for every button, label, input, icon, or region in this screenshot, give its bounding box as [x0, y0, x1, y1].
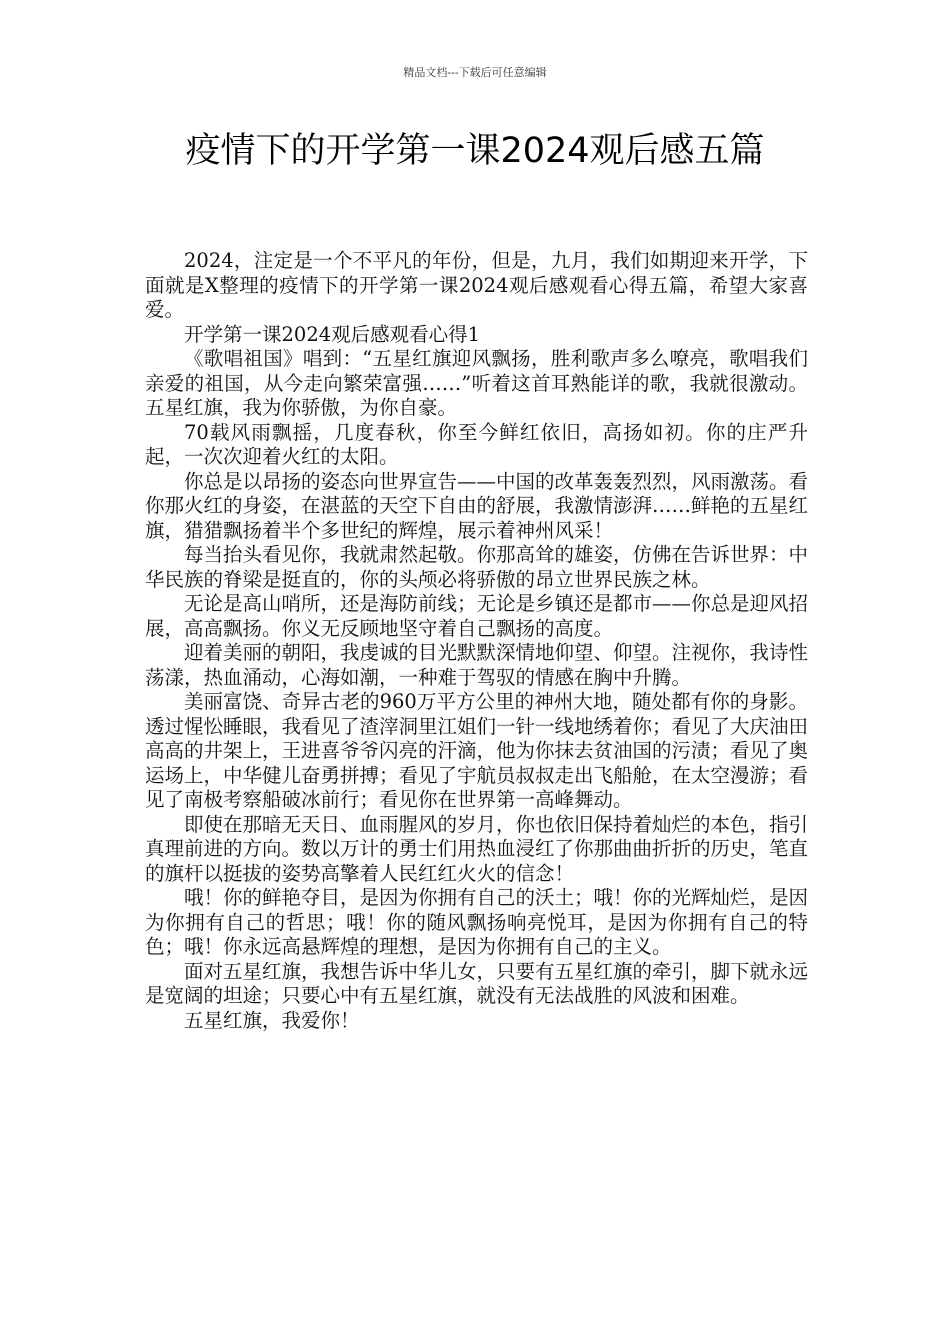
body-paragraph: 每当抬头看见你，我就肃然起敬。你那高耸的雄姿，仿佛在告诉世界：中华民族的脊梁是挺直的，你的头颅必将骄傲的昂立世界民族之林。: [145, 543, 809, 591]
body-paragraph: 70载风雨飘摇，几度春秋，你至今鲜红依旧，高扬如初。你的庄严升起，一次次迎着火红的太阳。: [145, 420, 808, 468]
body-paragraph: 无论是高山哨所，还是海防前线；无论是乡镇还是都市——你总是迎风招展，高高飘扬。你义无反顾地坚守着自己飘扬的高度。: [145, 592, 809, 640]
section-heading: 开学第一课2024观后感观看心得1: [184, 322, 481, 346]
article-body: [145, 249, 808, 1033]
body-paragraph: 即使在那暗无天日、血雨腥风的岁月，你也依旧保持着灿烂的本色，指引真理前进的方向。数以万计的勇士们用热血浸红了你那曲曲折折的历史，笔直的旗杆以挺拔的姿势高擎着人民红红火火的信念！: [145, 812, 809, 885]
body-paragraph: 哦！你的鲜艳夺目，是因为你拥有自己的沃土；哦！你的光辉灿烂，是因为你拥有自己的哲思；哦！你的随风飘扬响亮悦耳，是因为你拥有自己的特色；哦！你永远高悬辉煌的理想，是因为你拥有自己的主义。: [145, 886, 809, 958]
body-paragraph: 面对五星红旗，我想告诉中华儿女，只要有五星红旗的牵引，脚下就永远是宽阔的坦途；只要心中有五星红旗，就没有无法战胜的风波和困难。: [145, 959, 809, 1007]
body-paragraph: 《歌唱祖国》唱到：“五星红旗迎风飘扬，胜利歌声多么嘹亮，歌唱我们亲爱的祖国，从今走向繁荣富强……”听着这首耳熟能详的歌，我就很激动。五星红旗，我为你骄傲，为你自豪。: [145, 347, 808, 419]
header-note: 精品文档---下载后可任意编辑: [403, 66, 547, 79]
document-title: 疫情下的开学第一课2024观后感五篇: [185, 131, 765, 171]
body-paragraph: 迎着美丽的朝阳，我虔诚的目光默默深情地仰望、仰望。注视你，我诗性荡漾，热血涌动，心海如潮，一种难于驾驭的情感在胸中升腾。: [145, 641, 809, 689]
body-paragraph: 你总是以昂扬的姿态向世界宣告——中国的改革轰轰烈烈，风雨激荡。看你那火红的身姿，在湛蓝的天空下自由的舒展，我激情澎湃……鲜艳的五星红旗，猎猎飘扬着半个多世纪的辉煌，展示着神州风采！: [145, 469, 809, 542]
closing-paragraph: 五星红旗，我爱你！: [184, 1008, 360, 1032]
body-paragraph: 美丽富饶、奇异古老的960万平方公里的神州大地，随处都有你的身影。透过惺忪睡眼，我看见了渣滓洞里江姐们一针一线地绣着你；看见了大庆油田高高的井架上，王进喜爷爷闪亮的汗滴，他为你抹去贫油国的污渍；看见了奥运场上，中华健儿奋勇拼搏；看见了宇航员叔叔走出飞船舱，在太空漫游；看见了南极考察船破冰前行；看见你在世界第一高峰舞动。: [145, 690, 809, 811]
intro-paragraph: 2024，注定是一个不平凡的年份，但是，九月，我们如期迎来开学，下面就是X整理的疫情下的开学第一课2024观后感观看心得五篇，希望大家喜爱。: [145, 249, 808, 321]
